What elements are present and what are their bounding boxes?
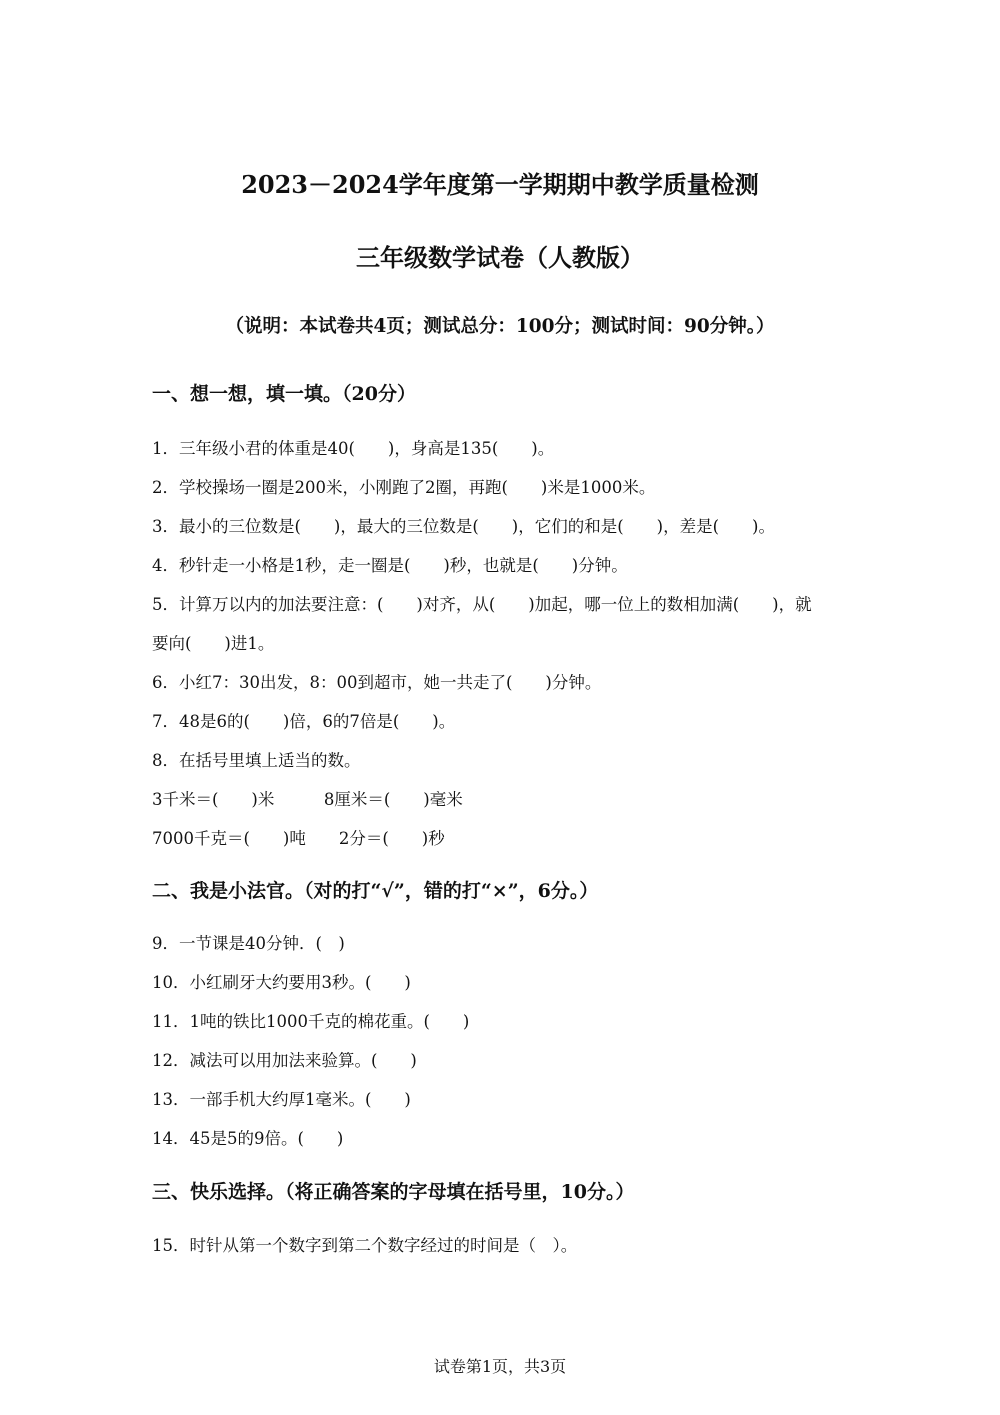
question-7: 7．48是6的( )倍，6的7倍是( )。	[152, 712, 456, 731]
exam-instructions: （说明：本试卷共4页；测试总分：100分；测试时间：90分钟。）	[225, 316, 775, 337]
question-2: 2．学校操场一圈是200米，小刚跑了2圈，再跑( )米是1000米。	[152, 478, 656, 497]
question-6: 6．小红7：30出发，8：00到超市，她一共走了( )分钟。	[152, 673, 602, 692]
question-1: 1．三年级小君的体重是40( )，身高是135( )。	[152, 439, 555, 458]
exam-subtitle: 三年级数学试卷（人教版）	[356, 243, 644, 272]
question-8-row-2: 7000千克＝( )吨 2分＝( )秒	[152, 829, 445, 848]
question-13: 13．一部手机大约厚1毫米。( )	[152, 1090, 411, 1109]
question-8-row-1: 3千米＝( )米 8厘米＝( )毫米	[152, 790, 463, 809]
question-5: 5．计算万以内的加法要注意：( )对齐，从( )加起，哪一位上的数相加满( )，就	[152, 595, 812, 614]
page-footer: 试卷第1页，共3页	[433, 1357, 567, 1376]
question-9: 9．一节课是40分钟．( )	[152, 934, 345, 953]
question-5-continued: 要向( )进1。	[152, 634, 275, 653]
question-8: 8．在括号里填上适当的数。	[152, 751, 361, 770]
exam-title: 2023－2024学年度第一学期期中教学质量检测	[241, 170, 759, 199]
section-heading-true-false: 二、我是小法官。（对的打“√”，错的打“×”，6分。）	[152, 880, 599, 902]
question-15: 15．时针从第一个数字到第二个数字经过的时间是（ ）。	[152, 1236, 578, 1255]
question-14: 14．45是5的9倍。( )	[152, 1129, 344, 1148]
question-11: 11．1吨的铁比1000千克的棉花重。( )	[152, 1012, 470, 1031]
section-heading-fill-in: 一、想一想，填一填。（20分）	[152, 383, 416, 405]
question-12: 12．减法可以用加法来验算。( )	[152, 1051, 417, 1070]
question-3: 3．最小的三位数是( )，最大的三位数是( )，它们的和是( )，差是( )。	[152, 517, 775, 536]
question-4: 4．秒针走一小格是1秒，走一圈是( )秒，也就是( )分钟。	[152, 556, 628, 575]
question-10: 10．小红刷牙大约要用3秒。( )	[152, 973, 411, 992]
section-heading-multiple-choice: 三、快乐选择。（将正确答案的字母填在括号里，10分。）	[152, 1181, 635, 1203]
